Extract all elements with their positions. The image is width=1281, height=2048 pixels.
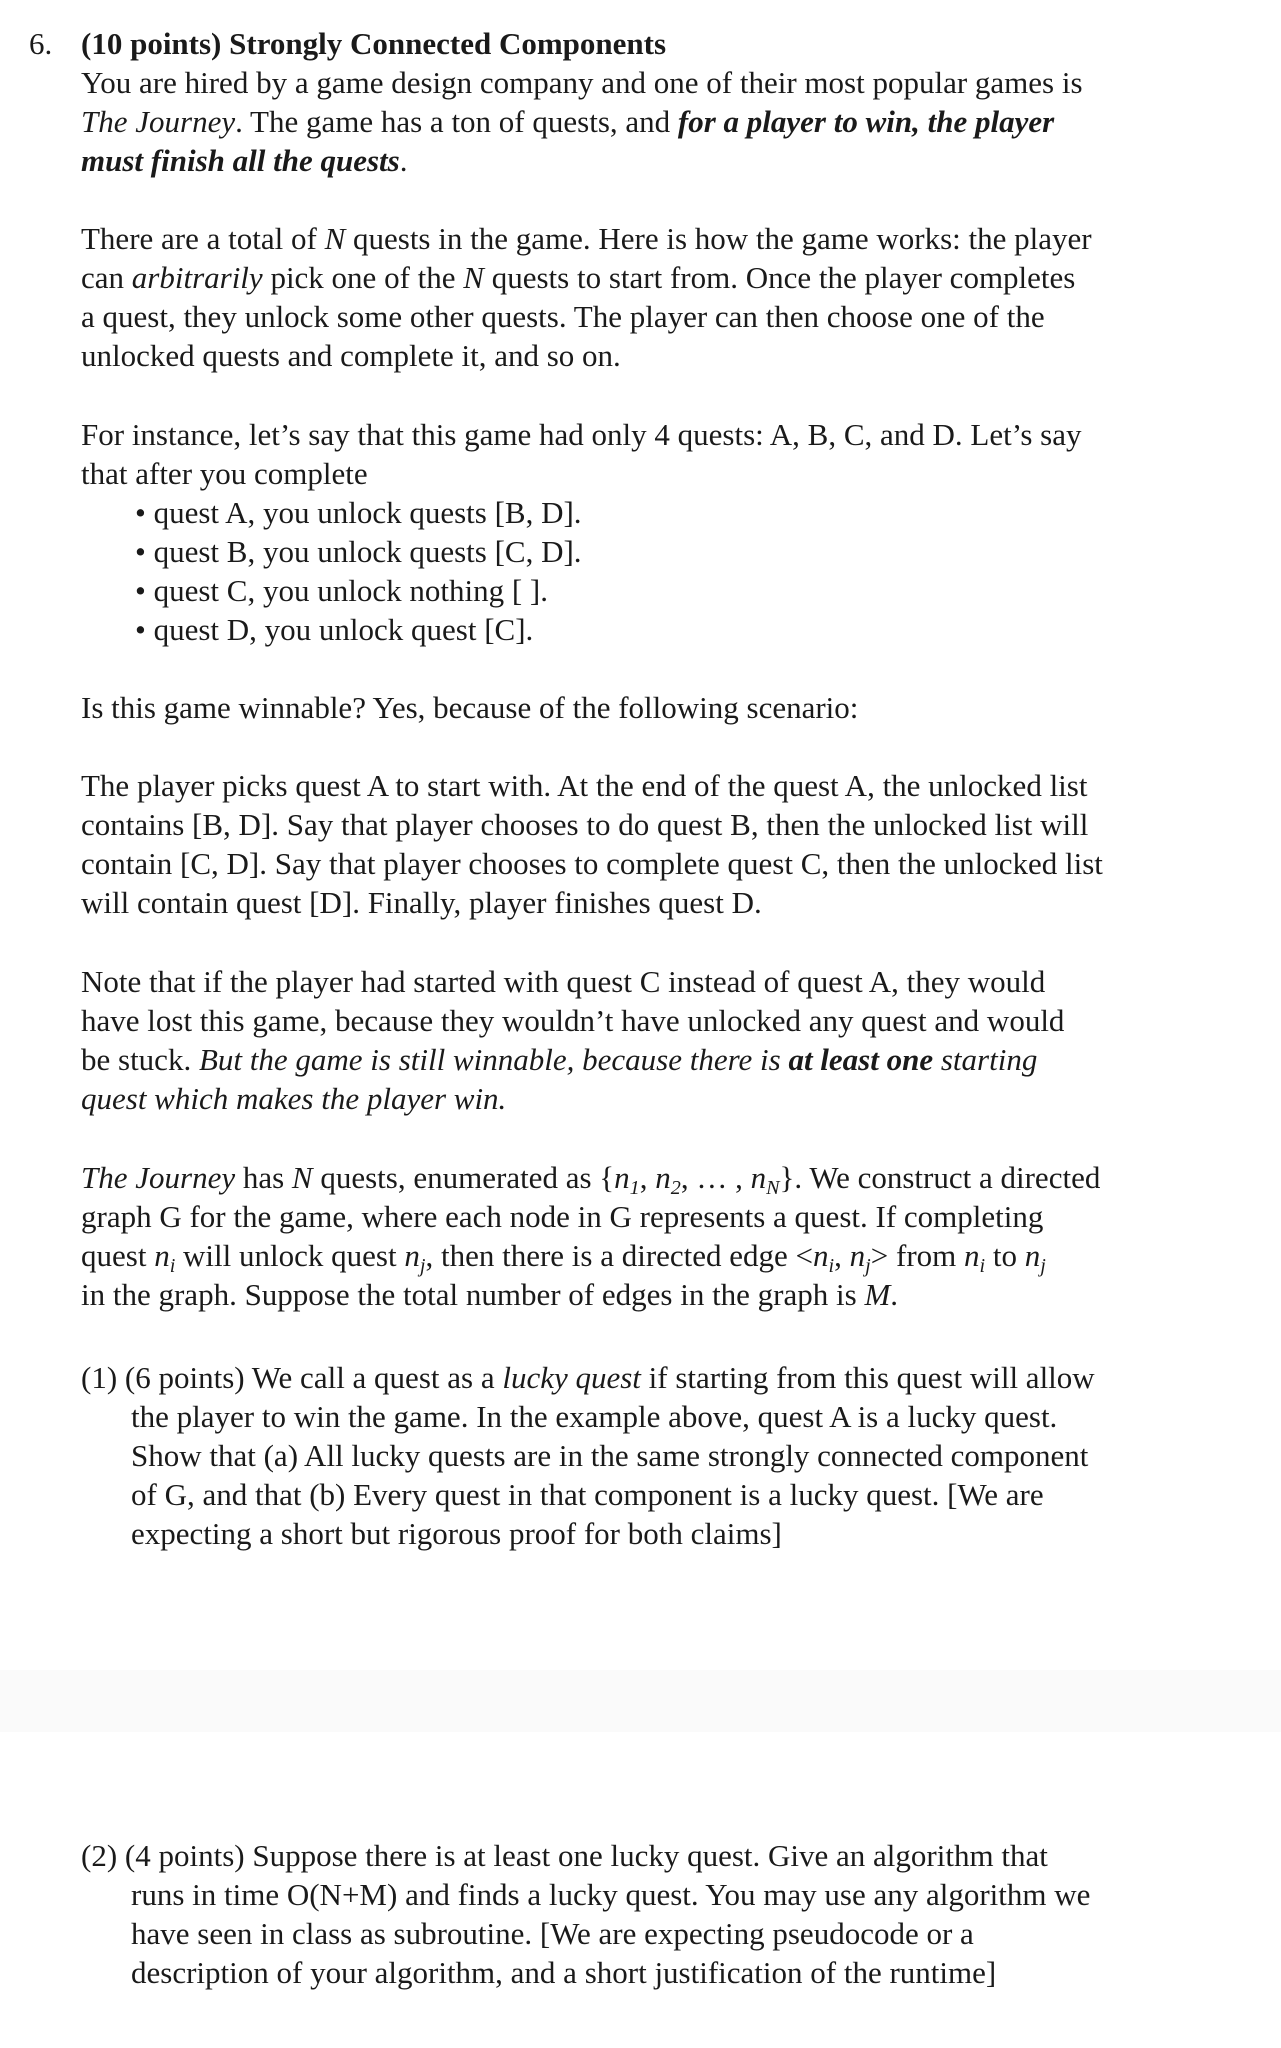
- text-segment: 1: [629, 1177, 640, 1200]
- rules-paragraph: [81, 219, 1261, 375]
- text-segment: , then there is a directed edge <: [425, 1238, 814, 1273]
- text-line: [81, 844, 1261, 883]
- text-segment: n: [750, 1160, 767, 1195]
- text-segment: the player to win the game. In the example above, quest A is a lucky quest.: [131, 1399, 1058, 1434]
- text-segment: at least one: [788, 1042, 934, 1077]
- text-segment: • quest C, you unlock nothing [ ].: [135, 573, 548, 608]
- example-paragraph: [81, 415, 1261, 649]
- text-segment: You are hired by a game design company and one of their most popular games is: [81, 65, 1083, 100]
- text-line: [81, 1040, 1261, 1079]
- text-line: [81, 962, 1261, 1001]
- text-line: [81, 297, 1261, 336]
- text-line: [81, 24, 1261, 63]
- text-segment: graph G for the game, where each node in G represents a quest. If completing: [81, 1199, 1044, 1234]
- text-segment: of G, and that (b) Every quest in that component is a lucky quest. [We are: [131, 1477, 1044, 1512]
- text-line: [81, 1436, 1261, 1475]
- text-segment: M: [864, 1277, 891, 1312]
- text-line: [81, 415, 1261, 454]
- text-segment: quests in the game. Here is how the game works: the player: [345, 221, 1092, 256]
- winnable-paragraph: [81, 688, 1261, 727]
- text-segment: if starting from this quest will allow: [640, 1360, 1095, 1395]
- text-segment: must finish all the quests: [81, 143, 400, 178]
- text-line: [81, 805, 1261, 844]
- note-paragraph: [81, 962, 1261, 1118]
- text-line: [81, 1358, 1261, 1397]
- text-segment: N: [463, 260, 484, 295]
- text-segment: a quest, they unlock some other quests. The player can then choose one of the: [81, 299, 1045, 334]
- part2-question: [81, 1836, 1261, 1992]
- bullet-item: [81, 571, 1261, 610]
- text-segment: (10 points) Strongly Connected Components: [81, 26, 667, 61]
- text-segment: 2: [670, 1177, 681, 1200]
- text-segment: i: [828, 1255, 835, 1278]
- text-segment: will unlock quest: [175, 1238, 405, 1273]
- text-segment: in the graph. Suppose the total number of edges in the graph is: [81, 1277, 865, 1312]
- text-line: [81, 1275, 1261, 1314]
- text-segment: unlocked quests and complete it, and so on.: [81, 338, 621, 373]
- text-segment: N: [766, 1177, 780, 1200]
- text-line: [81, 1079, 1261, 1118]
- text-segment: n: [614, 1160, 630, 1195]
- bullet-item: [81, 493, 1261, 532]
- part1-question: [81, 1358, 1261, 1553]
- text-segment: contain [C, D]. Say that player chooses to complete quest C, then the unlocked list: [81, 846, 1103, 881]
- graph-paragraph: [81, 1158, 1261, 1314]
- text-line: [81, 1158, 1261, 1200]
- text-segment: .: [890, 1277, 899, 1312]
- text-line: [81, 766, 1261, 805]
- text-segment: for a player to win, the player: [677, 104, 1055, 139]
- text-line: [81, 258, 1261, 297]
- text-line: [81, 1514, 1261, 1553]
- text-segment: .: [399, 143, 408, 178]
- text-segment: • quest D, you unlock quest [C].: [135, 612, 534, 647]
- text-segment: j: [419, 1255, 426, 1278]
- text-segment: n: [849, 1238, 866, 1273]
- text-segment: be stuck.: [81, 1042, 199, 1077]
- text-segment: i: [979, 1255, 986, 1278]
- text-line: [81, 63, 1261, 102]
- text-segment: Show that (a) All lucky quests are in the same strongly connected component: [131, 1438, 1089, 1473]
- text-line: [81, 1236, 1261, 1278]
- text-segment: n: [964, 1238, 980, 1273]
- text-segment: n: [404, 1238, 420, 1273]
- text-segment: The player picks quest A to start with. At the end of the quest A, the unlocked list: [81, 768, 1088, 803]
- intro-paragraph: [81, 24, 1261, 180]
- text-segment: The Journey: [81, 104, 236, 139]
- text-segment: n: [655, 1160, 671, 1195]
- text-segment: that after you complete: [81, 456, 368, 491]
- text-segment: n: [1024, 1238, 1041, 1273]
- text-line: [81, 1953, 1261, 1992]
- text-segment: has: [235, 1160, 292, 1195]
- text-segment: contains [B, D]. Say that player chooses to do quest B, then the unlocked list will: [81, 807, 1089, 842]
- text-segment: lucky quest: [502, 1360, 641, 1395]
- text-line: [81, 688, 1261, 727]
- text-segment: There are a total of: [81, 221, 325, 256]
- text-line: [81, 454, 1261, 493]
- text-line: [81, 141, 1261, 180]
- text-segment: quest: [81, 1238, 155, 1273]
- bullet-item: [81, 532, 1261, 571]
- text-segment: For instance, let’s say that this game had only 4 quests: A, B, C, and D. Let’s say: [81, 417, 1082, 452]
- text-segment: }. We construct a directed: [779, 1160, 1101, 1195]
- text-segment: N: [291, 1160, 313, 1195]
- text-segment: to: [985, 1238, 1025, 1273]
- answer-space: [0, 1670, 1281, 1732]
- text-line: [81, 1001, 1261, 1040]
- text-line: [81, 1875, 1261, 1914]
- text-segment: i: [169, 1255, 176, 1278]
- text-segment: have lost this game, because they wouldn’t have unlocked any quest and would: [81, 1003, 1065, 1038]
- text-segment: > from: [870, 1238, 965, 1273]
- text-segment: expecting a short but rigorous proof for both claims]: [131, 1516, 782, 1551]
- text-segment: (2) (4 points) Suppose there is at least one lucky quest. Give an algorithm that: [81, 1838, 1048, 1873]
- text-segment: description of your algorithm, and a short justification of the runtime]: [131, 1955, 997, 1990]
- text-segment: quests to start from. Once the player completes: [483, 260, 1076, 295]
- text-segment: arbitrarily: [131, 260, 263, 295]
- text-line: [81, 219, 1261, 258]
- text-segment: pick one of the: [262, 260, 464, 295]
- text-segment: quest which makes the player win.: [81, 1081, 507, 1116]
- question-number: 6.: [29, 26, 53, 61]
- text-segment: have seen in class as subroutine. [We are expecting pseudocode or a: [131, 1916, 974, 1951]
- text-segment: quests, enumerated as {: [312, 1160, 615, 1195]
- text-line: [81, 1397, 1261, 1436]
- text-segment: ,: [834, 1238, 850, 1273]
- bullet-item: [81, 610, 1261, 649]
- text-line: [81, 1836, 1261, 1875]
- text-segment: , … ,: [680, 1160, 751, 1195]
- text-segment: can: [81, 260, 132, 295]
- text-segment: (1) (6 points) We call a quest as a: [81, 1360, 503, 1395]
- text-segment: n: [813, 1238, 829, 1273]
- text-segment: ,: [639, 1160, 656, 1195]
- text-segment: Is this game winnable? Yes, because of the following scenario:: [81, 690, 859, 725]
- text-segment: j: [865, 1255, 871, 1278]
- text-line: [81, 336, 1261, 375]
- text-segment: N: [324, 221, 346, 256]
- scenario-paragraph: [81, 766, 1261, 922]
- text-segment: j: [1040, 1255, 1046, 1278]
- text-segment: n: [154, 1238, 170, 1273]
- text-segment: • quest B, you unlock quests [C, D].: [135, 534, 582, 569]
- text-segment: starting: [933, 1042, 1038, 1077]
- text-line: [81, 883, 1261, 922]
- text-segment: . The game has a ton of quests, and: [235, 104, 678, 139]
- text-segment: runs in time O(N+M) and finds a lucky quest. You may use any algorithm we: [131, 1877, 1091, 1912]
- text-line: [81, 1197, 1261, 1236]
- text-segment: But the game is still winnable, because there is: [198, 1042, 789, 1077]
- text-line: [81, 1475, 1261, 1514]
- text-line: [81, 1914, 1261, 1953]
- text-line: [81, 102, 1261, 141]
- text-segment: • quest A, you unlock quests [B, D].: [135, 495, 582, 530]
- text-segment: will contain quest [D]. Finally, player finishes quest D.: [81, 885, 762, 920]
- text-segment: Note that if the player had started with quest C instead of quest A, they would: [81, 964, 1046, 999]
- text-segment: The Journey: [81, 1160, 236, 1195]
